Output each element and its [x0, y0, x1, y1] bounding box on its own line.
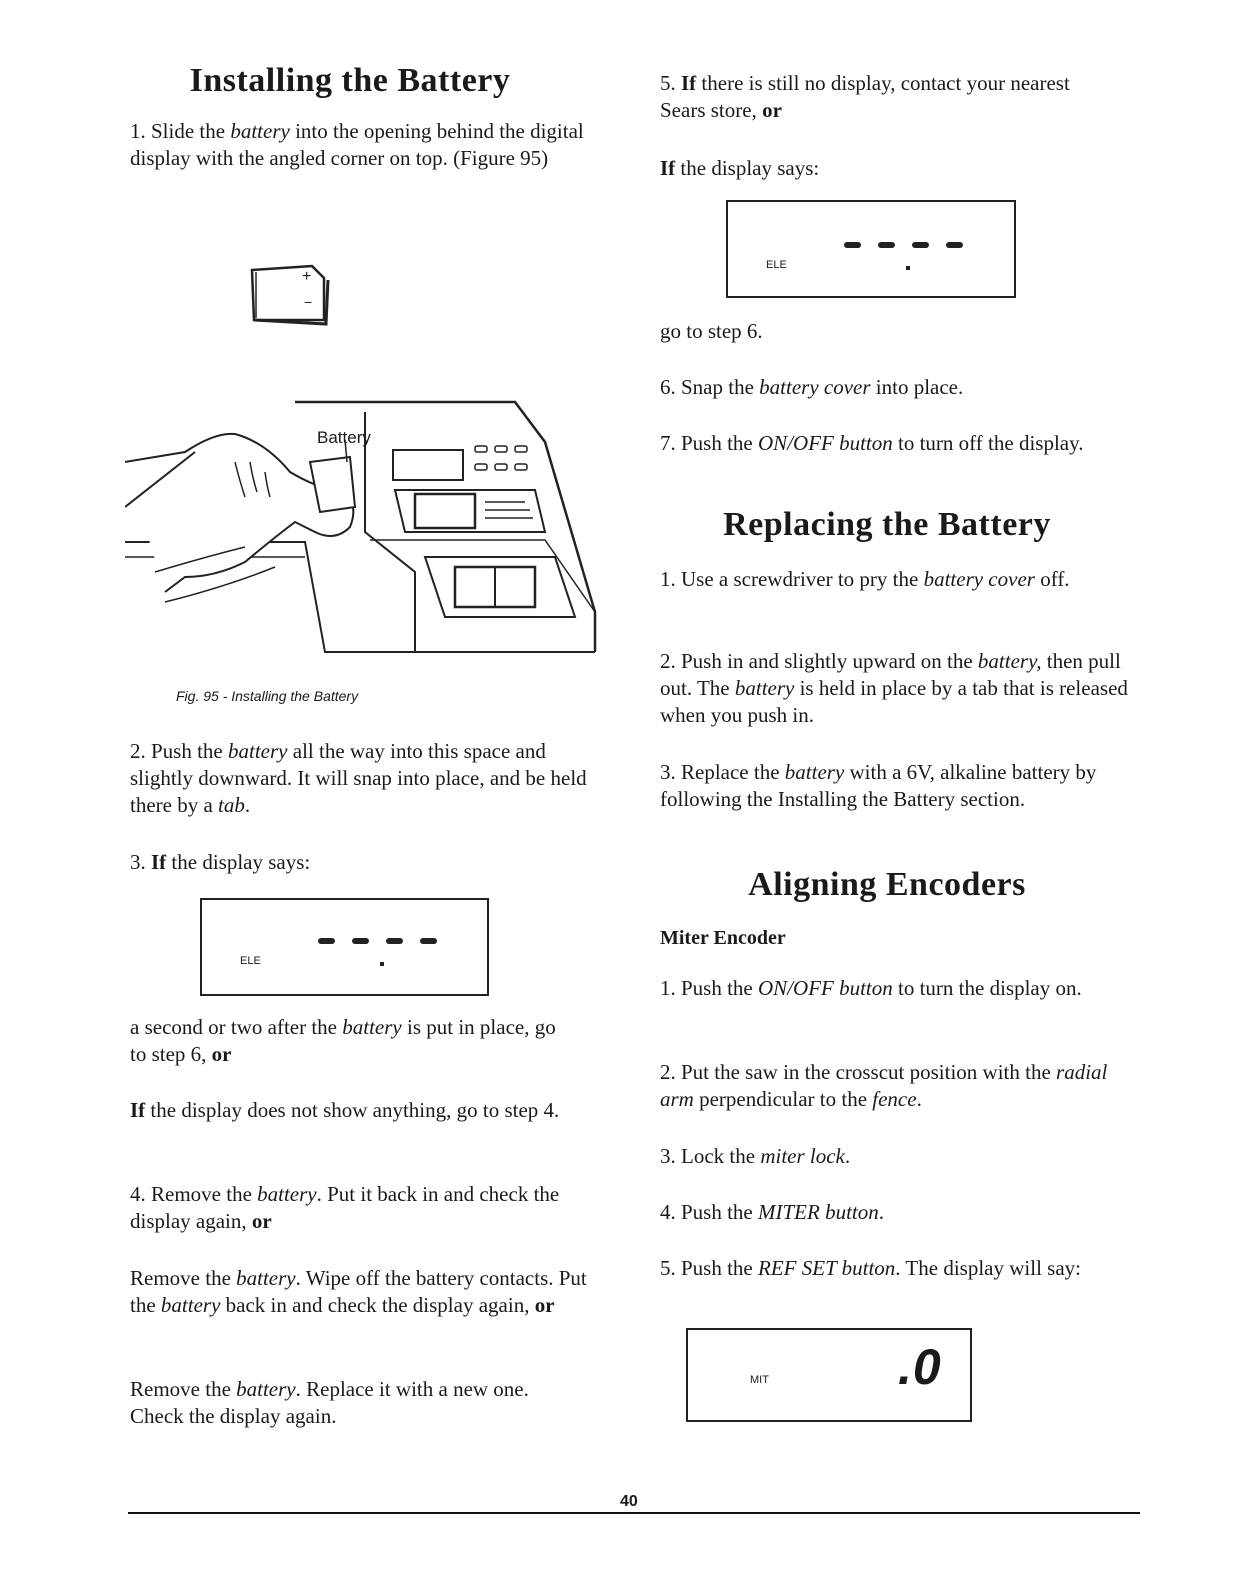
install-replace-text: Remove the battery. Replace it with a new one. Check the display again. — [130, 1377, 529, 1428]
battery-plus-sign: + — [302, 268, 312, 285]
page-number: 40 — [620, 1493, 638, 1510]
lcd-dash — [318, 938, 335, 944]
lcd-mit-value: .0 — [898, 1339, 942, 1395]
align-step-5: 5. Push the REF SET button. The display will say: — [660, 1256, 1081, 1280]
align-step-4: 4. Push the MITER button. — [660, 1200, 885, 1224]
replace-step-3: 3. Replace the battery with a 6V, alkaline battery by following the Installing the Battery section. — [660, 760, 1097, 811]
lcd-dash — [386, 938, 403, 944]
install-step-1: 1. Slide the battery into the opening behind the digital display with the angled corner on top. (Figure 95) — [130, 119, 584, 170]
section-title-installing: Installing the Battery — [189, 62, 511, 99]
lcd-dash — [912, 242, 929, 248]
figure-95-caption: Fig. 95 - Installing the Battery — [176, 688, 359, 704]
lcd-dash — [352, 938, 369, 944]
lcd-dash — [844, 242, 861, 248]
lcd-label-ele: ELE — [766, 259, 787, 271]
left-column — [130, 62, 610, 1428]
lcd-dash — [878, 242, 895, 248]
install-step-2: 2. Push the battery all the way into this space and slightly downward. It will snap into place, and be held there by a tab. — [130, 739, 587, 817]
replace-step-2: 2. Push in and slightly upward on the battery, then pull out. The battery is held in place by a tab that is released when you push in. — [660, 649, 1128, 727]
section-title-aligning: Aligning Encoders — [748, 866, 1026, 903]
align-step-3: 3. Lock the miter lock. — [660, 1144, 851, 1168]
lcd-label-ele: ELE — [240, 955, 261, 967]
align-step-2: 2. Put the saw in the crosscut position with the radial arm perpendicular to the fence. — [660, 1060, 1108, 1111]
battery-icon — [248, 262, 338, 326]
section-title-replacing: Replacing the Battery — [723, 506, 1051, 543]
align-step-1: 1. Push the ON/OFF button to turn the display on. — [660, 976, 1082, 1000]
lcd-display-ele-left — [200, 898, 489, 996]
install-step-6: 6. Snap the battery cover into place. — [660, 375, 964, 399]
install-if-says: If the display says: — [660, 156, 820, 180]
lcd-display-ele-right — [726, 200, 1016, 298]
figure-95-illustration — [125, 362, 615, 662]
replace-step-1: 1. Use a screwdriver to pry the battery cover off. — [660, 567, 1070, 591]
lcd-dash — [946, 242, 963, 248]
install-step-3: 3. If the display says: — [130, 850, 311, 874]
lcd-label-mit: MIT — [750, 1374, 769, 1386]
install-if-not-text: If the display does not show anything, go to step 4. — [130, 1098, 560, 1122]
install-step-4: 4. Remove the battery. Put it back in and check the display again, or — [130, 1182, 560, 1233]
install-after-text: a second or two after the battery is put in place, go to step 6, or — [130, 1015, 556, 1066]
lcd-dash — [420, 938, 437, 944]
install-step-7: 7. Push the ON/OFF button to turn off the display. — [660, 431, 1084, 455]
figure-label-battery: Battery — [317, 428, 371, 447]
footer-rule — [128, 1512, 1140, 1514]
install-step-5: 5. If there is still no display, contact your nearest Sears store, or — [660, 71, 1070, 122]
goto-step-6: go to step 6. — [660, 319, 763, 343]
lcd-decimal-dot — [380, 962, 384, 966]
miter-encoder-heading: Miter Encoder — [660, 927, 786, 949]
lcd-decimal-dot — [906, 266, 910, 270]
install-wipe-text: Remove the battery. Wipe off the battery contacts. Put the battery back in and check the display again, or — [130, 1266, 587, 1317]
lcd-display-mit — [686, 1328, 972, 1422]
battery-minus-sign: − — [304, 294, 313, 310]
